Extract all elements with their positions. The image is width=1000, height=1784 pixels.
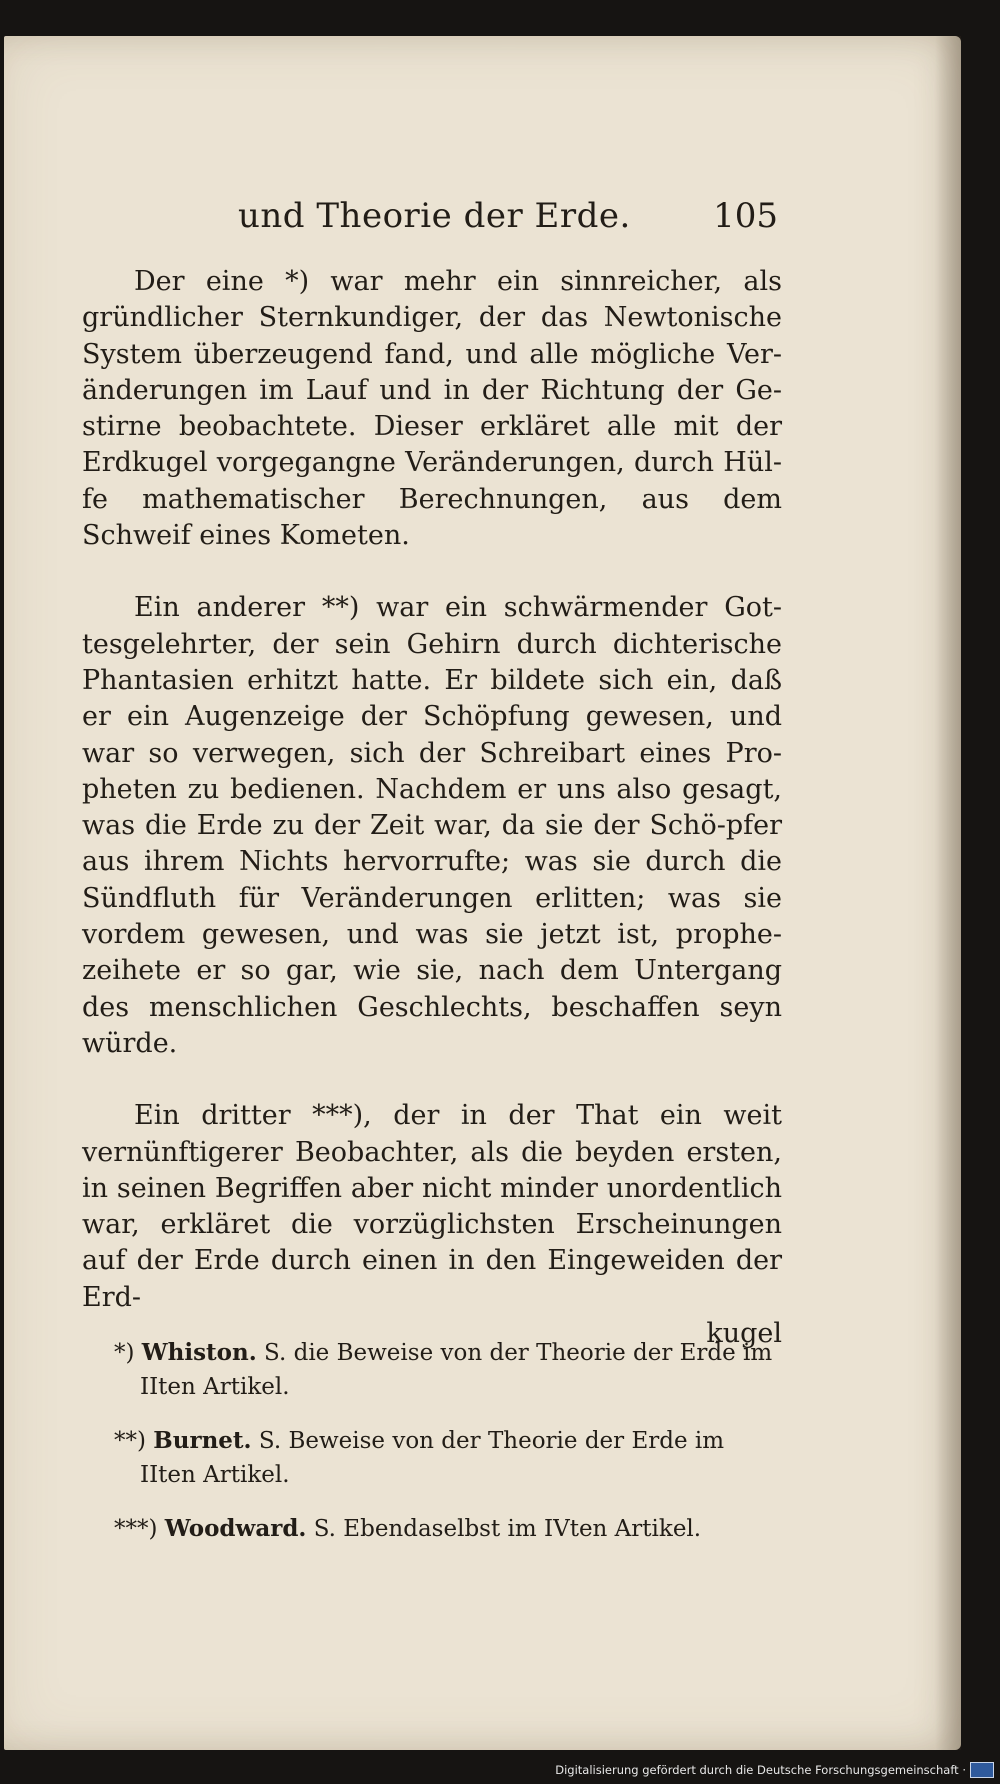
body-text [82, 264, 782, 1352]
footnote [114, 1512, 784, 1546]
page-number: 105 [713, 196, 778, 236]
footnote-text: S. Beweise von der Theorie der Erde im IIten Artikel. [140, 1428, 725, 1488]
footnote [114, 1336, 784, 1404]
page-edge-shadow [935, 36, 961, 1750]
footnote-text: S. die Beweise von der Theorie der Erde im IIten Artikel. [140, 1340, 773, 1400]
dfg-logo-icon [970, 1762, 994, 1778]
running-head: und Theorie der Erde. [238, 196, 631, 236]
footnote-author: Whiston. [141, 1339, 257, 1366]
footnote [114, 1424, 784, 1492]
digitization-credit [555, 1760, 994, 1780]
footnote-marker: ***) [114, 1516, 158, 1542]
footnote-marker: *) [114, 1340, 135, 1366]
book-page [4, 36, 961, 1750]
footnote-text: S. Ebendaselbst im IVten Artikel. [313, 1516, 702, 1542]
footnotes [114, 1336, 784, 1566]
page-header [238, 196, 778, 244]
footnote-marker: **) [114, 1428, 146, 1454]
paragraph-burnet: Ein anderer **) war ein schwärmender Got-tesgelehrter, der sein Gehirn durch dichterische Phantasien erhitzt hatte. Er bildete sich ein, daß er ein Augenzeige der Schöpfung gewesen, und war so verwegen, sich der Schreibart eines Pro-pheten zu bedienen. Nachdem er uns also gesagt, was die Erde zu der Zeit war, da sie der Schö-pfer aus ihrem Nichts hervorrufte; was sie durch die Sündfluth für Veränderungen erlitten; was sie vordem gewesen, und was sie jetzt ist, prophe-zeihete er so gar, wie sie, nach dem Untergang des menschlichen Geschlechts, beschaffen seyn würde. [82, 592, 782, 1059]
footnote-author: Woodward. [164, 1515, 307, 1542]
catchword: kugel [706, 1318, 782, 1350]
paragraph-whiston: Der eine *) war mehr ein sinnreicher, als gründlicher Sternkundiger, der das Newtonische System überzeugend fand, und alle mögliche Ver-änderungen im Lauf und in der Richtung der Ge-stirne beobachtete. Dieser erkläret alle mit der Erdkugel vorgegangne Veränderungen, durch Hül-fe mathematischer Berechnungen, aus dem Schweif eines Kometen. [82, 266, 782, 552]
footnote-author: Burnet. [153, 1427, 252, 1454]
digitization-note: Digitalisierung gefördert durch die Deutsche Forschungsgemeinschaft · [555, 1763, 966, 1777]
paragraph-woodward: Ein dritter ***), der in der That ein weit vernünftigerer Beobachter, als die beyden ersten, in seinen Begriffen aber nicht minder unordentlich war, erkläret die vorzüglichsten Erscheinungen auf der Erde durch einen in den Eingeweiden der Erd- [82, 1100, 782, 1313]
